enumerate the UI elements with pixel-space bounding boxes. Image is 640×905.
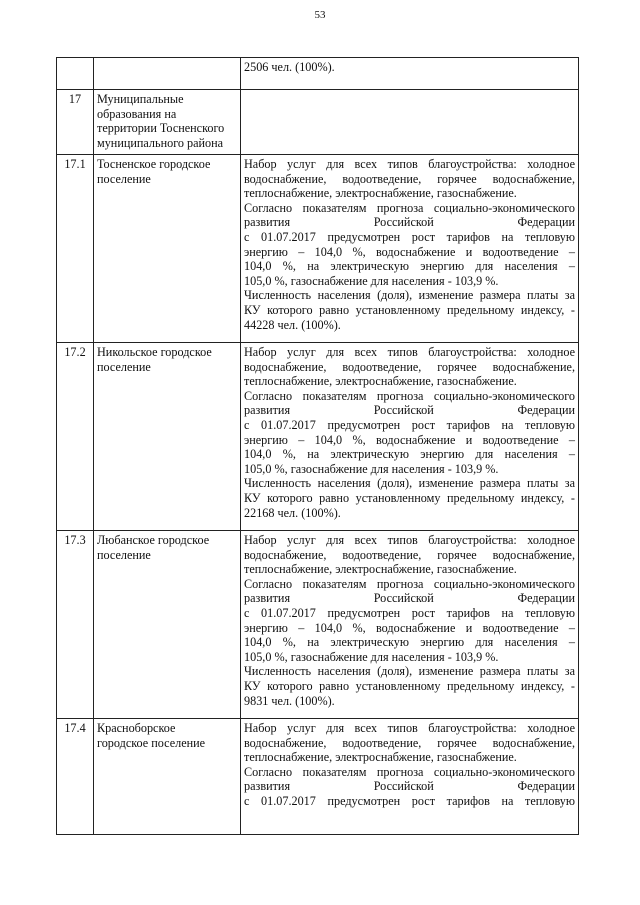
name-line: территории Тосненского xyxy=(97,121,225,136)
table-row xyxy=(57,719,579,835)
description-line: 105,0 %, газоснабжение для населения - 103,9 %. xyxy=(244,649,499,664)
description-line: энергию – 104,0 %, водоснабжение и водоотведение – xyxy=(244,620,575,635)
description-line: Численность населения (доля), изменение размера платы за xyxy=(244,664,575,679)
description-line: 105,0 %, газоснабжение для населения - 103,9 %. xyxy=(244,273,499,288)
row-number-cell: 17.2 xyxy=(57,343,94,531)
description-line: с 01.07.2017 предусмотрен рост тарифов на тепловую xyxy=(244,229,575,244)
name-line: образования на xyxy=(97,106,177,121)
row-name-cell xyxy=(94,58,241,90)
row-number-cell: 17.4 xyxy=(57,719,94,835)
description-line: Набор услуг для всех типов благоустройства: холодное xyxy=(244,157,575,171)
description-line: Численность населения (доля), изменение размера платы за xyxy=(244,476,575,491)
row-name-cell xyxy=(94,531,241,719)
description-line: Численность населения (доля), изменение размера платы за xyxy=(244,288,575,303)
description-line: энергию – 104,0 %, водоснабжение и водоотведение – xyxy=(244,432,575,447)
name-line: Муниципальные xyxy=(97,92,184,106)
table-row xyxy=(57,90,579,155)
name-line: поселение xyxy=(97,171,151,186)
description-line: водоснабжение, водоотведение, горячее водоснабжение, xyxy=(244,735,575,750)
page-number: 53 xyxy=(314,9,326,21)
description-line: КУ которого равно установленному предельному индексу, - xyxy=(244,302,575,317)
description-line: развития Российской Федерации xyxy=(244,779,575,794)
table-row xyxy=(57,343,579,531)
table-row xyxy=(57,155,579,343)
description-line: теплоснабжение, электроснабжение, газоснабжение. xyxy=(244,374,517,389)
name-line: поселение xyxy=(97,359,151,374)
description-line: Набор услуг для всех типов благоустройства: холодное xyxy=(244,721,575,735)
table-row xyxy=(57,531,579,719)
name-line: Красноборское xyxy=(97,721,176,735)
description-line: 104,0 %, на электрическую энергию для населения – xyxy=(244,447,575,462)
row-description-cell xyxy=(241,155,579,343)
description-line: развития Российской Федерации xyxy=(244,403,575,418)
name-line: муниципального района xyxy=(97,135,224,150)
row-description-cell xyxy=(241,90,579,155)
description-line: 105,0 %, газоснабжение для населения - 103,9 %. xyxy=(244,461,499,476)
row-number-cell: 17 xyxy=(57,90,94,155)
row-name-cell xyxy=(94,155,241,343)
name-line: городское поселение xyxy=(97,735,206,750)
row-name-cell xyxy=(94,90,241,155)
description-line: Набор услуг для всех типов благоустройства: холодное xyxy=(244,533,575,547)
row-description-cell xyxy=(241,58,579,90)
row-description-cell xyxy=(241,343,579,531)
description-line: теплоснабжение, электроснабжение, газоснабжение. xyxy=(244,186,517,201)
description-line: 9831 чел. (100%). xyxy=(244,693,335,708)
description-line: КУ которого равно установленному предельному индексу, - xyxy=(244,490,575,505)
description-line: с 01.07.2017 предусмотрен рост тарифов на тепловую xyxy=(244,605,575,620)
table-row xyxy=(57,58,579,90)
description-line: Согласно показателям прогноза социально-экономического xyxy=(244,388,575,403)
description-line: 104,0 %, на электрическую энергию для населения – xyxy=(244,259,575,274)
description-line: Согласно показателям прогноза социально-экономического xyxy=(244,576,575,591)
row-name-cell xyxy=(94,719,241,835)
row-number-cell: 17.1 xyxy=(57,155,94,343)
description-line: КУ которого равно установленному предельному индексу, - xyxy=(244,678,575,693)
row-number-cell: 17.3 xyxy=(57,531,94,719)
description-line: развития Российской Федерации xyxy=(244,591,575,606)
document-table xyxy=(56,57,579,835)
description-line: Согласно показателям прогноза социально-экономического xyxy=(244,200,575,215)
description-line: развития Российской Федерации xyxy=(244,215,575,230)
row-description-cell xyxy=(241,531,579,719)
description-line: 104,0 %, на электрическую энергию для населения – xyxy=(244,635,575,650)
row-name-cell xyxy=(94,343,241,531)
description-line: водоснабжение, водоотведение, горячее водоснабжение, xyxy=(244,547,575,562)
name-line: Тосненское городское xyxy=(97,157,211,171)
name-line: поселение xyxy=(97,547,151,562)
description-line: теплоснабжение, электроснабжение, газоснабжение. xyxy=(244,750,517,765)
description-line: с 01.07.2017 предусмотрен рост тарифов на тепловую xyxy=(244,793,575,808)
description-line: 22168 чел. (100%). xyxy=(244,505,341,520)
description-line: водоснабжение, водоотведение, горячее водоснабжение, xyxy=(244,171,575,186)
description-line: энергию – 104,0 %, водоснабжение и водоотведение – xyxy=(244,244,575,259)
name-line: Любанское городское xyxy=(97,533,210,547)
description-line: 44228 чел. (100%). xyxy=(244,317,341,332)
row-number-cell xyxy=(57,58,94,90)
description-line: Набор услуг для всех типов благоустройства: холодное xyxy=(244,345,575,359)
row-description-cell xyxy=(241,719,579,835)
description-line: Согласно показателям прогноза социально-экономического xyxy=(244,764,575,779)
description-line: теплоснабжение, электроснабжение, газоснабжение. xyxy=(244,562,517,577)
description-line: водоснабжение, водоотведение, горячее водоснабжение, xyxy=(244,359,575,374)
name-line: Никольское городское xyxy=(97,345,212,359)
description-line: 2506 чел. (100%). xyxy=(244,60,335,74)
description-line: с 01.07.2017 предусмотрен рост тарифов на тепловую xyxy=(244,417,575,432)
